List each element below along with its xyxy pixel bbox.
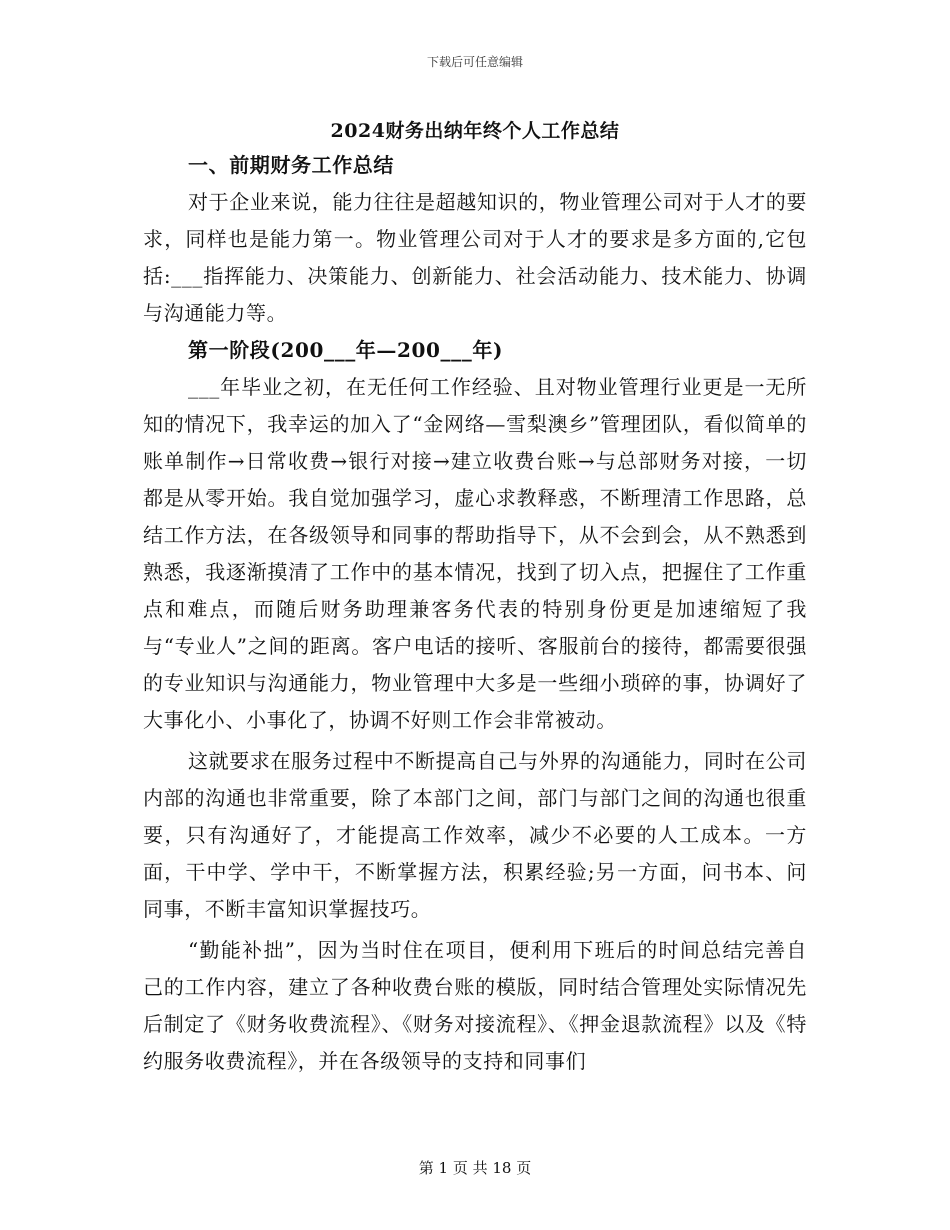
- paragraph: 这就要求在服务过程中不断提高自己与外界的沟通能力，同时在公司内部的沟通也非常重要，除了本部门之间，部门与部门之间的沟通也很重要，只有沟通好了，才能提高工作效率，减少不必要的人工成本。一方面，干中学、学中干，不断掌握方法，积累经验;另一方面，问书本、问同事，不断丰富知识掌握技巧。: [143, 749, 807, 921]
- stage-heading: 第一阶段(200___年—200___年): [188, 338, 504, 362]
- paragraph: ___年毕业之初，在无任何工作经验、且对物业管理行业更是一无所知的情况下，我幸运的加入了“金网络—雪梨澳乡”管理团队，看似简单的账单制作→日常收费→银行对接→建立收费台账→与总部财务对接，一切都是从零开始。我自觉加强学习，虚心求教释惑，不断理清工作思路，总结工作方法，在各级领导和同事的帮助指导下，从不会到会，从不熟悉到熟悉，我逐渐摸清了工作中的基本情况，找到了切入点，把握住了工作重点和难点，而随后财务助理兼客务代表的特别身份更是加速缩短了我与“专业人”之间的距离。客户电话的接听、客服前台的接待，都需要很强的专业知识与沟通能力，物业管理中大多是一些细小琐碎的事，协调好了大事化小、小事化了，协调不好则工作会非常被动。: [143, 375, 807, 732]
- paragraph: “勤能补拙”，因为当时住在项目，便利用下班后的时间总结完善自己的工作内容，建立了各种收费台账的模版，同时结合管理处实际情况先后制定了《财务收费流程》、《财务对接流程》、《押金退款流程》以及《特约服务收费流程》，并在各级领导的支持和同事们: [143, 938, 807, 1073]
- section-heading: 一、前期财务工作总结: [188, 153, 394, 177]
- document-title: 2024财务出纳年终个人工作总结: [330, 120, 620, 142]
- paragraph: 对于企业来说，能力往往是超越知识的，物业管理公司对于人才的要求，同样也是能力第一。物业管理公司对于人才的要求是多方面的,它包括:___指挥能力、决策能力、创新能力、社会活动能力、技术能力、协调与沟通能力等。: [143, 190, 807, 325]
- document-body: [143, 147, 807, 1080]
- page-header-note: 下载后可任意编辑: [426, 55, 523, 69]
- page-number: 第 1 页 共 18 页: [418, 1159, 532, 1177]
